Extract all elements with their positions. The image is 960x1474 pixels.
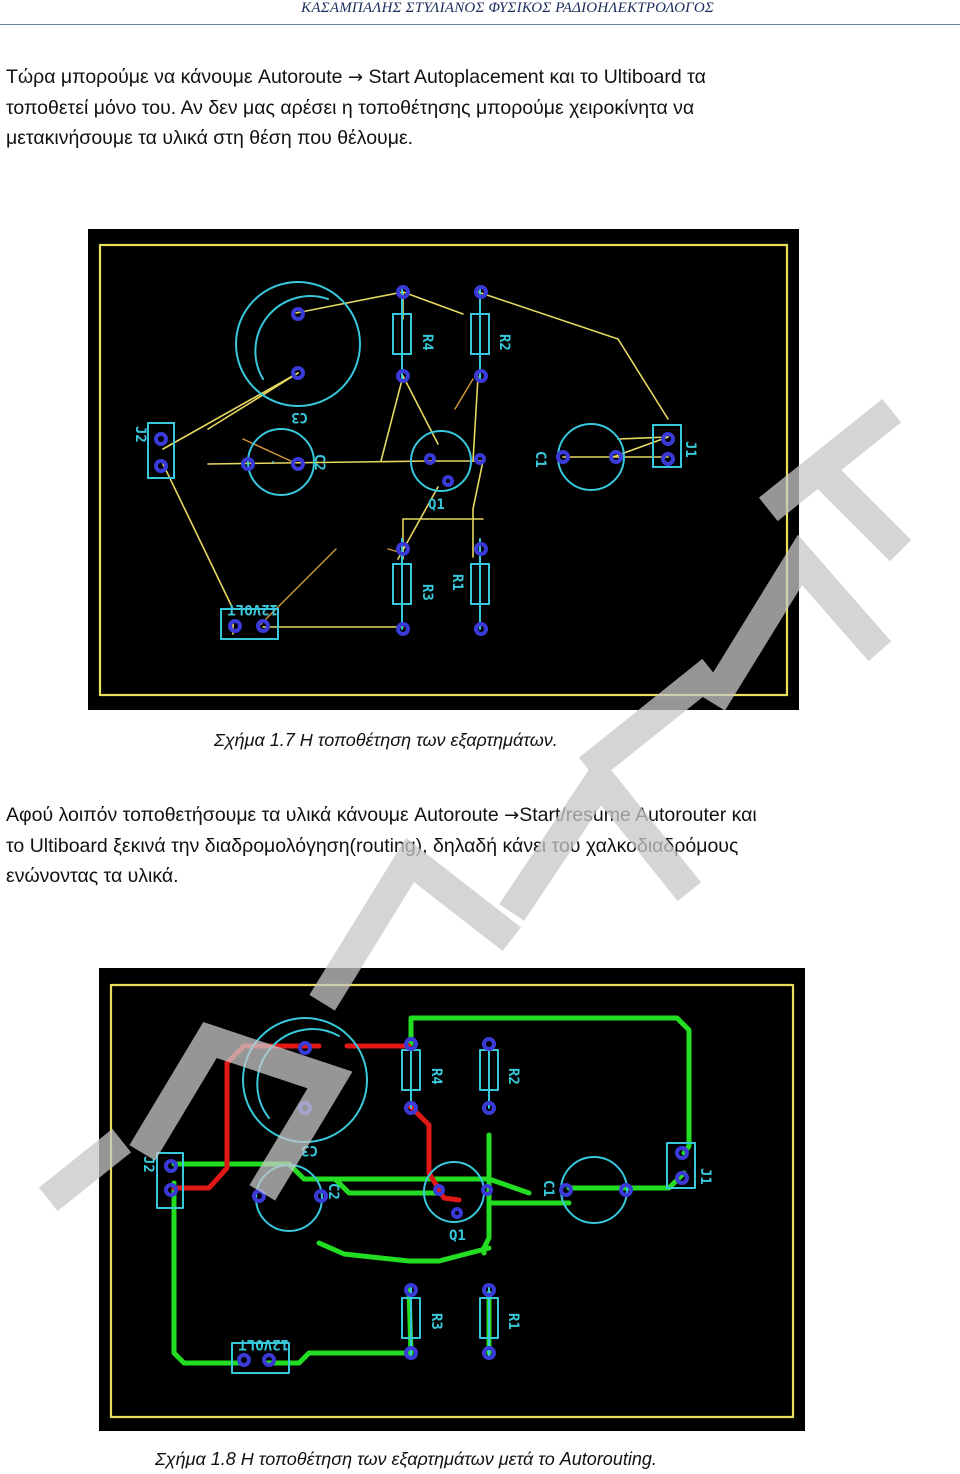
label-c2: C2 (325, 1183, 341, 1200)
label-r1: R1 (505, 1313, 521, 1330)
header-divider (0, 24, 960, 25)
pcb-routed-drawing (99, 968, 805, 1431)
paragraph-2-line-1: Αφού λοιπόν τοποθετήσουμε τα υλικά κάνουμε Autoroute →Start/resume Autorouter και (6, 804, 757, 826)
label-j2: J2 (132, 426, 148, 443)
label-r2: R2 (505, 1068, 521, 1085)
figure-1-caption: Σχήμα 1.7 Η τοποθέτηση των εξαρτημάτων. (214, 730, 558, 750)
board-outline (100, 245, 787, 695)
label-j1: J1 (697, 1168, 713, 1185)
pcb-placement-drawing (88, 229, 799, 710)
paragraph-1-line-3: μετακινήσουμε τα υλικά στη θέση που θέλουμε. (6, 127, 414, 149)
paragraph-1-line-1: Τώρα μπορούμε να κάνουμε Autoroute → Start Autoplacement και το Ultiboard τα (6, 66, 706, 88)
pcb-routed-figure (99, 968, 805, 1431)
label-r1: R1 (449, 574, 465, 591)
pcb-placement-figure (88, 229, 799, 710)
label-j2: J2 (140, 1156, 156, 1173)
label-r3: R3 (419, 584, 435, 601)
figure-2-caption: Σχήμα 1.8 Η τοποθέτηση των εξαρτημάτων μετά το Autorouting. (155, 1449, 657, 1469)
label-q1: Q1 (428, 497, 445, 513)
paragraph-2-line-3: ενώνοντας τα υλικά. (6, 865, 179, 887)
label-c1: C1 (540, 1180, 556, 1197)
paragraph-2-line-2: το Ultiboard ξεκινά την διαδρομολόγηση(routing), δηλαδή κάνει του χαλκοδιαδρόμους (6, 835, 739, 857)
label-r3: R3 (428, 1313, 444, 1330)
label-12volt: 12VOLT (238, 1336, 289, 1352)
ratsnest-lines (163, 292, 668, 634)
arrow-right-icon: → (504, 805, 520, 826)
paragraph-1-line-2: τοποθετεί μόνο του. Αν δεν μας αρέσει η τοποθέτησης μπορούμε χειροκίνητα να (6, 97, 695, 119)
label-c3: C3 (291, 409, 308, 425)
paragraph-2 (6, 800, 956, 891)
label-c3: C3 (301, 1142, 318, 1158)
arrow-right-icon: → (347, 67, 364, 88)
label-c1: C1 (532, 451, 548, 468)
label-r4: R4 (428, 1068, 444, 1085)
label-r4: R4 (419, 334, 435, 351)
label-12volt: 12VOLT (227, 601, 278, 617)
paragraph-1 (6, 62, 946, 153)
label-r2: R2 (496, 334, 512, 351)
label-j1: J1 (682, 441, 698, 458)
label-q1: Q1 (449, 1228, 466, 1244)
label-c2: C2 (311, 454, 327, 471)
page-header: ΚΑΣΑΜΠΑΛΗΣ ΣΤΥΛΙΑΝΟΣ ΦΥΣΙΚΟΣ ΡΑΔΙΟΗΛΕΚΤΡΟΛΟΓΟΣ (301, 0, 714, 16)
